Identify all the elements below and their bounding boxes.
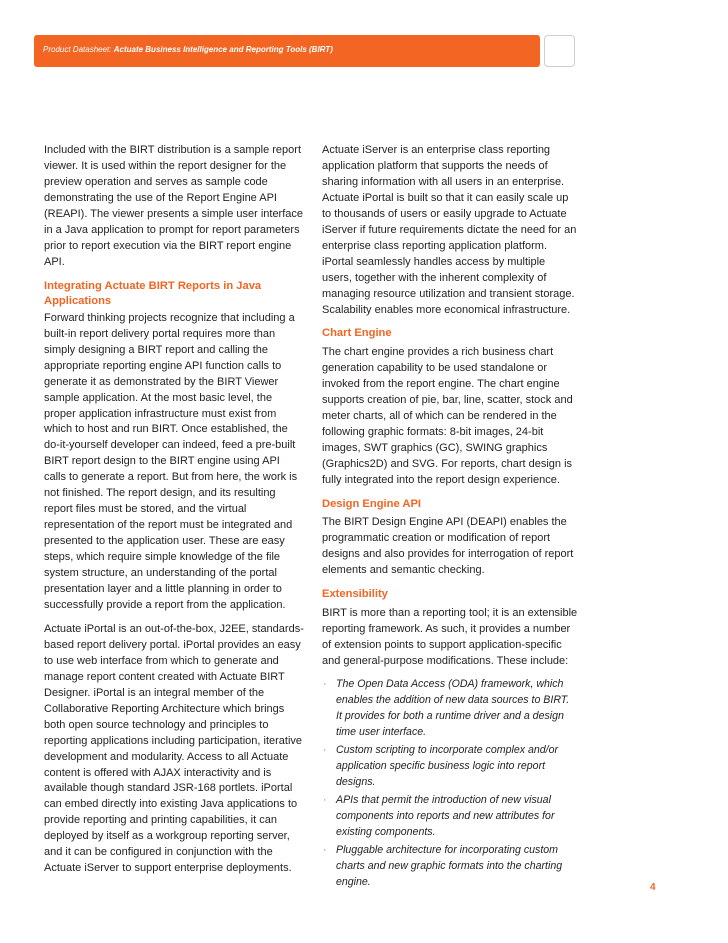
list-item	[322, 743, 578, 791]
bullet-marker: ·	[323, 794, 327, 807]
left-column	[44, 143, 304, 885]
paragraph-design-engine-api: The BIRT Design Engine API (DEAPI) enables the programmatic creation or modification of report designs and also provides for interrogation of report elements and semantic checking.	[322, 516, 574, 577]
datasheet-title: Actuate Business Intelligence and Reporting Tools (BIRT)	[113, 45, 333, 54]
heading-integrating-birt: Integrating Actuate BIRT Reports in Java Applications	[44, 279, 262, 308]
list-item	[322, 793, 578, 841]
heading-chart-engine: Chart Engine	[322, 327, 392, 340]
paragraph-chart-engine: The chart engine provides a rich business chart generation capability to be used standalone or invoked from the report engine. The chart engine supports creation of pie, bar, line, scatter, stock and meter charts, all of which can be rendered in the following graphic formats: 8-bit images, 24-bit images, SWT graphics (GC), SWING graphics (Graphics2D) and SVG. For reports, chart design is fully integrated into the report design experience.	[322, 346, 573, 486]
list-item-text: The Open Data Access (ODA) framework, which enables the addition of new data sources to BIRT. It provides for both a runtime driver and a design time user interface.	[336, 678, 570, 739]
bullet-marker: ·	[323, 678, 327, 691]
list-item	[322, 843, 578, 891]
paragraph-iserver: Actuate iServer is an enterprise class reporting application platform that supports the needs of sharing information with all users in an enterprise. Actuate iPortal is built so that it can easily scale up to thousands of users or easily upgrade to Actuate iServer if future requirements dictate the need for an enterprise class reporting application platform. iPortal seamlessly handles access by multiple users, together with the inherent complexity of managing resource utilization and transient storage. Scalability enables more economical infrastructure.	[322, 144, 577, 316]
datasheet-label: Product Datasheet:	[43, 45, 112, 54]
header-bar	[34, 35, 540, 67]
heading-extensibility: Extensibility	[322, 588, 388, 601]
list-item-text: APIs that permit the introduction of new visual components into reports and new attributes for existing components.	[336, 794, 555, 839]
bullet-marker: ·	[323, 844, 327, 856]
paragraph-iportal: Actuate iPortal is an out-of-the-box, J2EE, standards-based report delivery portal. iPortal provides an easy to use web interface from which to generate and manage report content created with Actuate BIRT Designer. iPortal is an integral member of the Collaborative Reporting Architecture which brings both open source technology and principles to reporting applications including participation, iterative development and modularity. Access to all Actuate content is offered with AJAX interactivity and is available though standard JSR-168 portlets. iPortal can embed directly into existing Java applications to provide reporting and printing capabilities, it can deployed by itself as a workgroup reporting server, and it can be configured in conjunction with the Actuate iServer to support enterprise deployments.	[44, 622, 304, 875]
paragraph-forward-thinking: Forward thinking projects recognize that including a built-in report delivery portal requires more than simply designing a BIRT report and calling the appropriate reporting engine API function calls to generate it as demonstrated by the BIRT Viewer sample application. At the most basic level, the proper application infrastructure must exist from which to host and run BIRT. Once established, the do-it-yourself developer can indeed, feed a pre-built BIRT report design to the BIRT engine using API calls to generate a report. But from here, the work is not finished. The report design, and its resulting report files must be stored, and the virtual representation of the report must be integrated and presented to the application user. These are easy steps, which require simple knowledge of the file system structure, an understanding of the portal presentation layer and a little planning in order to successfully provide a report from the application.	[44, 311, 298, 611]
list-item-text: Custom scripting to incorporate complex and/or application specific business logic into report designs.	[336, 744, 558, 789]
bullet-marker: ·	[323, 744, 327, 757]
corner-box	[544, 35, 575, 67]
list-item	[322, 677, 578, 741]
page-number: 4	[650, 882, 656, 893]
right-column	[322, 143, 578, 893]
list-item-text: Pluggable architecture for incorporating custom charts and new graphic formats into the charting engine.	[336, 844, 563, 888]
extension-list	[322, 677, 578, 890]
paragraph-report-viewer: Included with the BIRT distribution is a sample report viewer. It is used within the report designer for the preview operation and serves as sample code demonstrating the use of the Report Engine API (REAPI). The viewer presents a simple user interface in a Java application to prompt for report parameters prior to report execution via the BIRT report engine API.	[44, 144, 304, 268]
paragraph-extensibility: BIRT is more than a reporting tool; it is an extensible reporting framework. As such, it provides a number of extension points to support application-specific and general-purpose modifications. These include:	[322, 606, 578, 667]
header-text	[43, 45, 333, 54]
heading-design-engine-api: Design Engine API	[322, 497, 422, 510]
